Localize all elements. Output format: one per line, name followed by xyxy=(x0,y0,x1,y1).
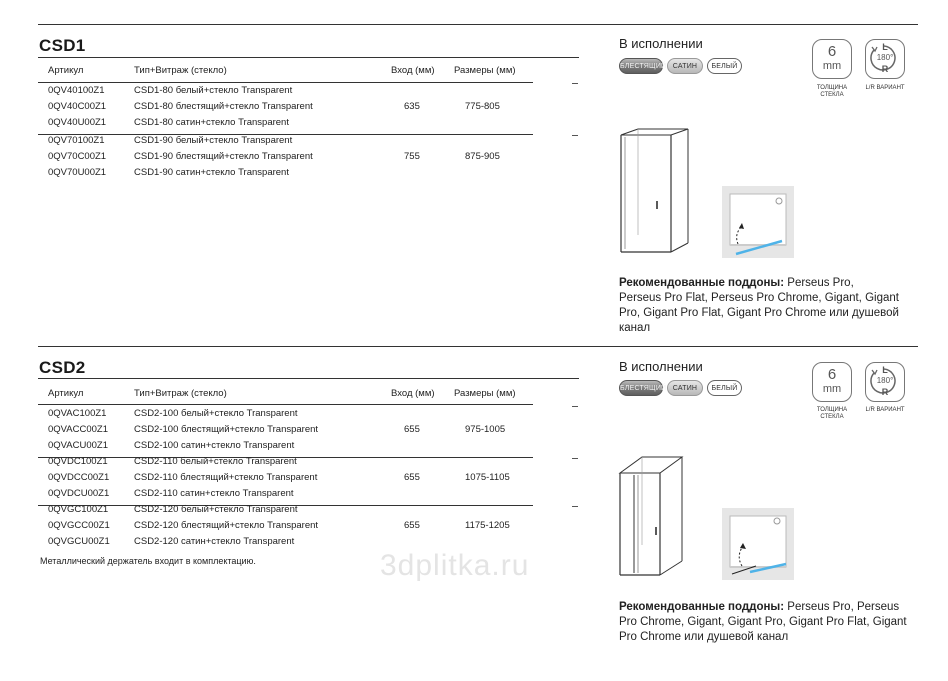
csd1-finish-gloss: БЛЕСТЯЩИЙ xyxy=(619,58,663,74)
csd1-finish-satin: САТИН xyxy=(667,58,703,74)
article-cell: 0QVACU00Z1 xyxy=(48,440,109,451)
csd1-col-size: Размеры (мм) xyxy=(454,65,516,76)
csd2-col-article: Артикул xyxy=(48,388,84,399)
size-cell: 1175-1205 xyxy=(465,520,510,531)
type-cell: CSD2-110 сатин+стекло Transparent xyxy=(134,488,294,499)
size-cell: 975-1005 xyxy=(465,424,506,435)
entry-cell: 655 xyxy=(404,472,420,483)
section-divider xyxy=(38,346,918,347)
lr-bottom: R xyxy=(881,64,889,74)
size-cell: 875-905 xyxy=(465,151,500,162)
size-cell: 1075-1105 xyxy=(465,472,510,483)
csd1-thickness-caption: ТОЛЩИНА СТЕКЛА xyxy=(816,85,848,98)
type-cell: CSD2-100 сатин+стекло Transparent xyxy=(134,440,295,451)
lr-mid: 180° xyxy=(876,376,894,385)
size-cell: 775-805 xyxy=(465,101,500,112)
csd2-col-size: Размеры (мм) xyxy=(454,388,516,399)
lr-mid: 180° xyxy=(876,53,894,62)
type-cell: CSD2-120 сатин+стекло Transparent xyxy=(134,536,295,547)
csd1-lr-badge xyxy=(865,39,905,79)
article-cell: 0QV40C00Z1 xyxy=(48,101,107,112)
article-cell: 0QVDCU00Z1 xyxy=(48,488,110,499)
csd1-finish-label: В исполнении xyxy=(619,36,703,51)
csd2-recommended-trays xyxy=(619,600,909,645)
entry-cell: 755 xyxy=(404,151,420,162)
type-cell: CSD2-100 блестящий+стекло Transparent xyxy=(134,424,319,435)
csd1-thickness-badge xyxy=(812,39,852,79)
csd2-finish-gloss: БЛЕСТЯЩИЙ xyxy=(619,380,663,396)
csd2-col-type: Тип+Витраж (стекло) xyxy=(134,388,227,399)
article-cell: 0QV40100Z1 xyxy=(48,85,105,96)
csd2-lr-caption: L/R ВАРИАНТ xyxy=(865,407,905,413)
csd2-finish-satin: САТИН xyxy=(667,380,703,396)
article-cell: 0QVGCC00Z1 xyxy=(48,520,110,531)
csd2-thickness-badge xyxy=(812,362,852,402)
csd1-title-rule xyxy=(38,57,579,58)
csd1-tick xyxy=(572,83,578,84)
csd1-cabin-drawing xyxy=(613,125,693,255)
type-cell: CSD1-80 белый+стекло Transparent xyxy=(134,85,293,96)
group-tick xyxy=(572,458,578,459)
top-rule xyxy=(38,24,918,25)
lr-top: L xyxy=(882,42,888,52)
article-cell: 0QVDCC00Z1 xyxy=(48,472,110,483)
type-cell: CSD1-80 блестящий+стекло Transparent xyxy=(134,101,313,112)
csd1-header-rule xyxy=(38,82,533,83)
csd2-col-entry: Вход (мм) xyxy=(391,388,435,399)
type-cell: CSD1-80 сатин+стекло Transparent xyxy=(134,117,289,128)
entry-cell: 635 xyxy=(404,101,420,112)
csd1-col-type: Тип+Витраж (стекло) xyxy=(134,65,227,76)
csd1-tray-plan xyxy=(722,186,794,258)
lr-top: L xyxy=(882,365,888,375)
type-cell: CSD1-90 блестящий+стекло Transparent xyxy=(134,151,313,162)
article-cell: 0QV70C00Z1 xyxy=(48,151,107,162)
csd2-title: CSD2 xyxy=(39,358,86,377)
csd1-col-entry: Вход (мм) xyxy=(391,65,435,76)
csd2-tick xyxy=(572,406,578,407)
csd1-rec-text: Perseus Pro, Perseus Pro Flat, Perseus Pro Chrome, Gigant, Gigant Pro, Gigant Pro Flat, Gigant Pro Chrome или душевой канал xyxy=(619,277,899,334)
csd1-lr-caption: L/R ВАРИАНТ xyxy=(865,85,905,91)
article-cell: 0QV70100Z1 xyxy=(48,135,105,146)
csd2-finish-label: В исполнении xyxy=(619,359,703,374)
csd2-rec-text: Perseus Pro, Perseus Pro Chrome, Gigant, Gigant Pro, Gigant Pro Flat, Gigant Pro Chrome или душевой канал xyxy=(619,601,907,643)
csd2-tray-plan xyxy=(722,508,794,580)
article-cell: 0QV40U00Z1 xyxy=(48,117,107,128)
article-cell: 0QVGC100Z1 xyxy=(48,504,109,515)
article-cell: 0QVACC00Z1 xyxy=(48,424,109,435)
csd2-rec-label: Рекомендованные поддоны: xyxy=(619,601,785,613)
type-cell: CSD1-90 сатин+стекло Transparent xyxy=(134,167,289,178)
csd2-header-rule xyxy=(38,404,533,405)
csd1-recommended-trays xyxy=(619,276,899,336)
thickness-value: 6 xyxy=(827,43,837,60)
type-cell: CSD2-120 блестящий+стекло Transparent xyxy=(134,520,319,531)
csd2-note: Металлический держатель входит в комплектацию. xyxy=(40,556,256,566)
csd1-rec-label: Рекомендованные поддоны: xyxy=(619,277,785,289)
article-cell: 0QVDC100Z1 xyxy=(48,456,108,467)
csd1-finish-white: БЕЛЫЙ xyxy=(707,58,742,74)
csd2-finish-white: БЕЛЫЙ xyxy=(707,380,742,396)
type-cell: CSD2-110 белый+стекло Transparent xyxy=(134,456,297,467)
article-cell: 0QV70U00Z1 xyxy=(48,167,107,178)
entry-cell: 655 xyxy=(404,520,420,531)
thickness-unit: mm xyxy=(822,60,842,72)
type-cell: CSD1-90 белый+стекло Transparent xyxy=(134,135,293,146)
csd2-thickness-caption: ТОЛЩИНА СТЕКЛА xyxy=(816,407,848,420)
group-tick xyxy=(572,506,578,507)
csd1-col-article: Артикул xyxy=(48,65,84,76)
csd2-cabin-drawing xyxy=(612,453,688,578)
article-cell: 0QVAC100Z1 xyxy=(48,408,107,419)
lr-bottom: R xyxy=(881,387,889,397)
type-cell: CSD2-100 белый+стекло Transparent xyxy=(134,408,298,419)
group-tick xyxy=(572,135,578,136)
csd2-lr-badge xyxy=(865,362,905,402)
entry-cell: 655 xyxy=(404,424,420,435)
thickness-unit: mm xyxy=(822,383,842,395)
type-cell: CSD2-110 блестящий+стекло Transparent xyxy=(134,472,318,483)
csd2-title-rule xyxy=(38,378,579,379)
type-cell: CSD2-120 белый+стекло Transparent xyxy=(134,504,298,515)
article-cell: 0QVGCU00Z1 xyxy=(48,536,110,547)
csd1-title: CSD1 xyxy=(39,36,86,55)
watermark: 3dplitka.ru xyxy=(380,549,530,582)
thickness-value: 6 xyxy=(827,366,837,383)
